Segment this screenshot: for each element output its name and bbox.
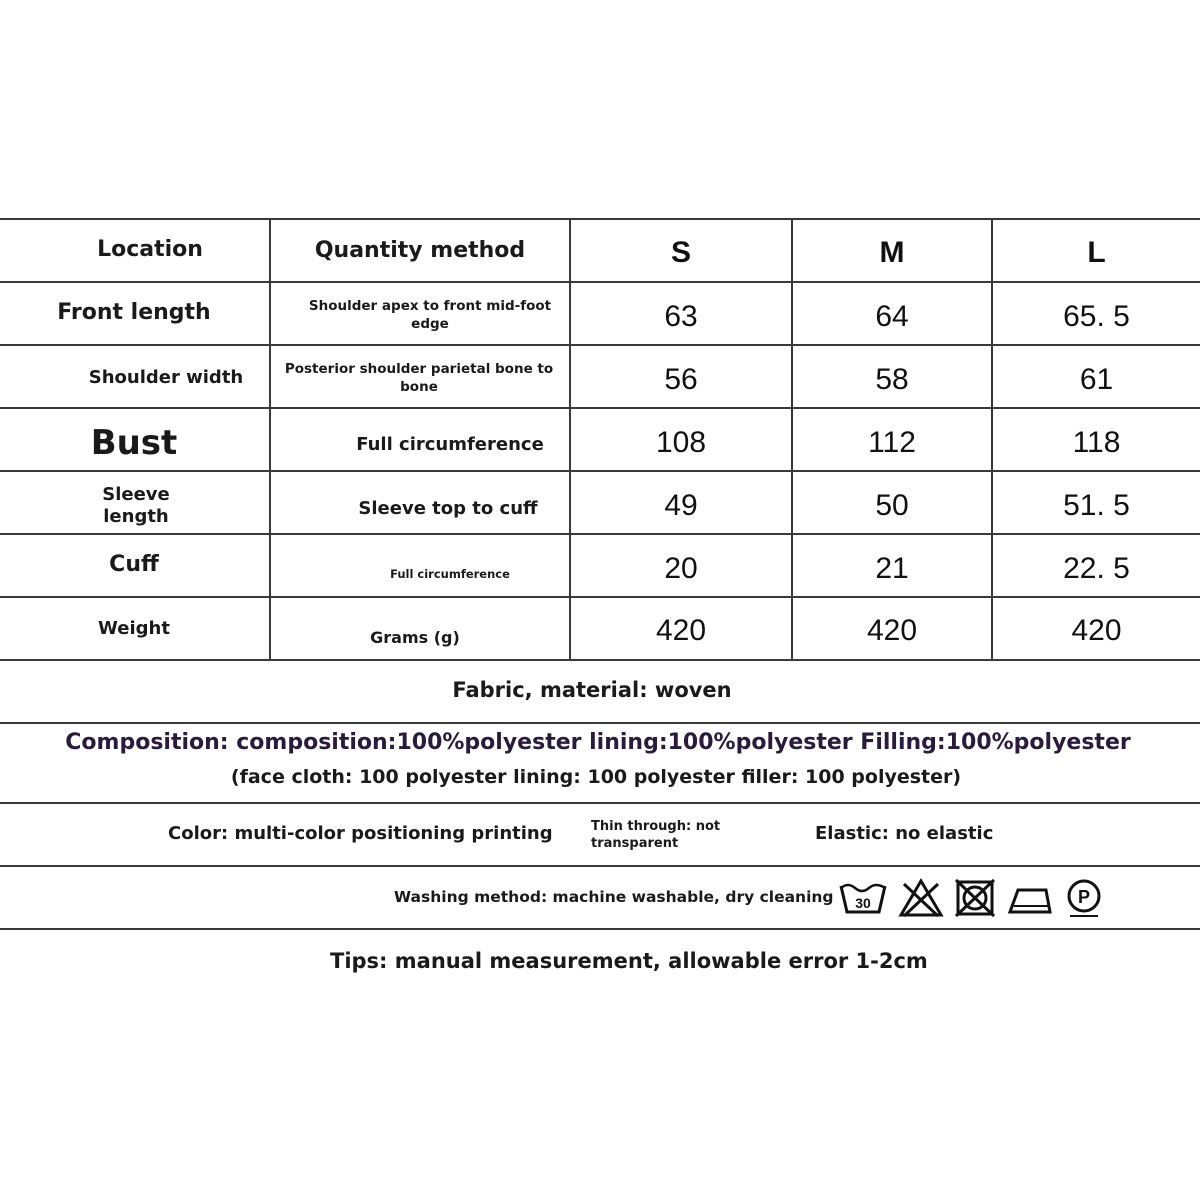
header-size-m: M bbox=[879, 236, 905, 269]
value-m: 58 bbox=[875, 363, 909, 396]
thin-through-info: Thin through: not transparent bbox=[591, 819, 721, 851]
wash-30-icon bbox=[838, 878, 888, 918]
row-location-weight: Weight bbox=[98, 617, 170, 639]
value-s: 20 bbox=[664, 552, 698, 585]
value-m: 21 bbox=[875, 552, 909, 585]
no-tumble-dry-icon bbox=[954, 878, 996, 918]
value-s: 63 bbox=[664, 300, 698, 333]
row-method-bust: Full circumference bbox=[356, 433, 544, 455]
composition: Composition: composition:100%polyester lining:100%polyester Filling:100%polyester bbox=[65, 730, 1131, 755]
header-quantity-method: Quantity method bbox=[314, 238, 526, 263]
value-m: 50 bbox=[875, 489, 909, 522]
value-m: 420 bbox=[866, 614, 918, 647]
row-location-bust: Bust bbox=[90, 423, 178, 463]
value-l: 61 bbox=[1079, 363, 1114, 396]
value-l: 65. 5 bbox=[1063, 300, 1130, 333]
dry-clean-p-icon bbox=[1064, 878, 1104, 918]
row-location-shoulder-width: Shoulder width bbox=[88, 367, 244, 388]
value-s: 56 bbox=[664, 363, 698, 396]
row-location-sleeve-length: Sleeve length bbox=[102, 484, 170, 527]
value-s: 49 bbox=[664, 489, 698, 522]
row-method-cuff: Full circumference bbox=[390, 567, 510, 581]
info-divider bbox=[0, 928, 1200, 930]
value-l: 118 bbox=[1072, 426, 1121, 459]
tips: Tips: manual measurement, allowable error 1-2cm bbox=[330, 949, 928, 973]
iron-icon bbox=[1006, 878, 1054, 918]
header-size-l: L bbox=[1087, 236, 1106, 269]
dry-clean-p-label: P bbox=[1077, 887, 1091, 907]
elastic-info: Elastic: no elastic bbox=[815, 823, 994, 844]
value-m: 112 bbox=[868, 426, 916, 459]
table-col-divider bbox=[269, 218, 271, 661]
row-method-sleeve-length: Sleeve top to cuff bbox=[358, 497, 538, 519]
info-divider bbox=[0, 802, 1200, 804]
no-bleach-icon bbox=[898, 878, 944, 918]
value-m: 64 bbox=[875, 300, 909, 333]
fabric-material: Fabric, material: woven bbox=[452, 678, 732, 702]
value-s: 108 bbox=[655, 426, 707, 459]
row-location-front-length: Front length bbox=[57, 299, 211, 325]
value-s: 420 bbox=[655, 614, 707, 647]
row-location-cuff: Cuff bbox=[109, 551, 159, 577]
wash-temp-label: 30 bbox=[855, 895, 871, 911]
color-info: Color: multi-color positioning printing bbox=[168, 823, 553, 844]
header-location: Location bbox=[97, 236, 203, 262]
row-method-front-length: Shoulder apex to front mid-foot edge bbox=[308, 297, 552, 332]
header-size-s: S bbox=[670, 236, 691, 269]
value-l: 22. 5 bbox=[1063, 552, 1130, 585]
info-divider bbox=[0, 865, 1200, 867]
value-l: 420 bbox=[1071, 614, 1122, 647]
washing-method: Washing method: machine washable, dry cleaning bbox=[394, 888, 834, 906]
care-icons bbox=[838, 878, 1104, 918]
value-l: 51. 5 bbox=[1063, 489, 1130, 522]
info-divider bbox=[0, 722, 1200, 724]
composition-note: (face cloth: 100 polyester lining: 100 polyester filler: 100 polyester) bbox=[230, 766, 962, 788]
row-method-weight: Grams (g) bbox=[370, 627, 460, 647]
row-method-shoulder-width: Posterior shoulder parietal bone to bone bbox=[284, 360, 554, 395]
